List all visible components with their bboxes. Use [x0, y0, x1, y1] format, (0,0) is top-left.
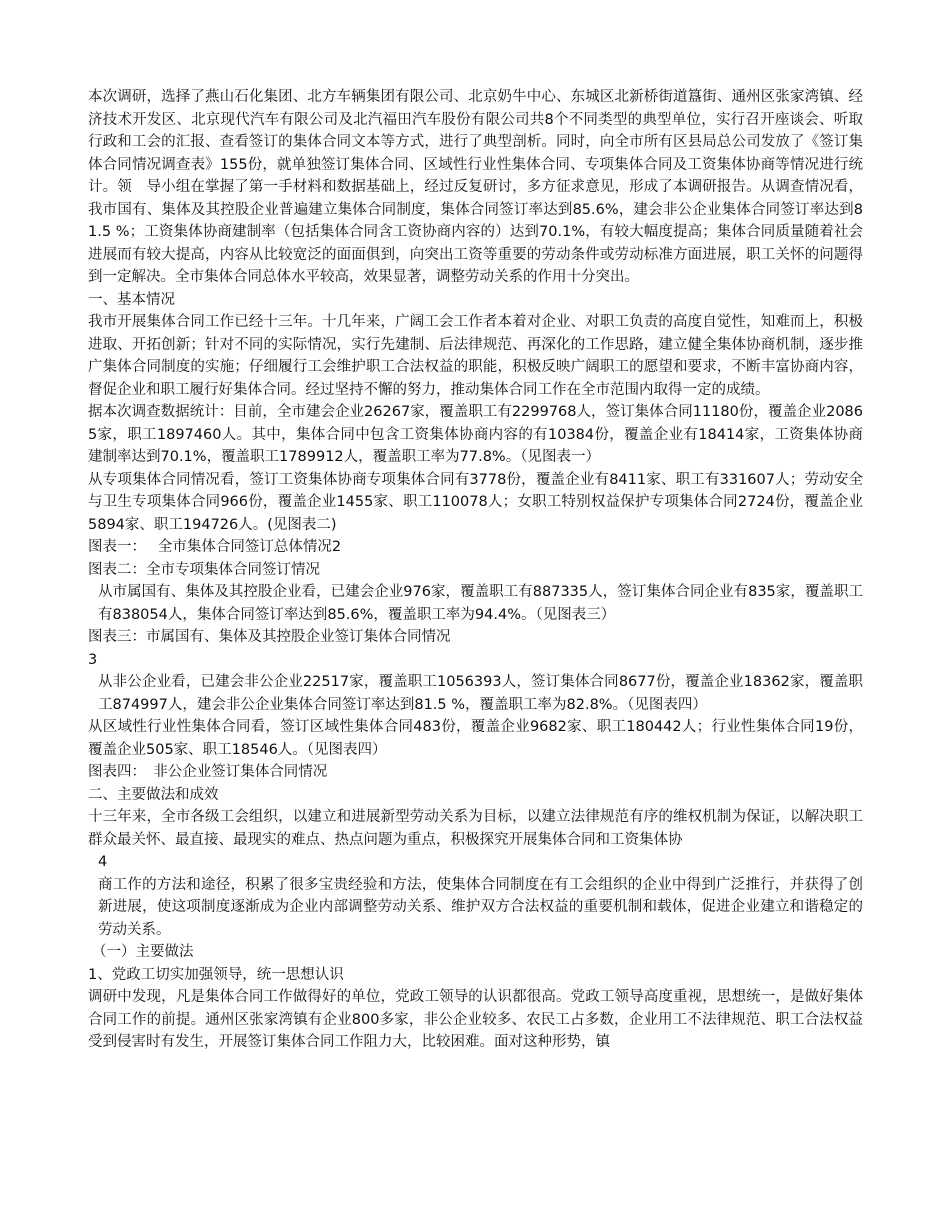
body-paragraph: 调研中发现，凡是集体合同工作做得好的单位，党政工领导的认识都很高。党政工领导高度重视，思想统一，是做好集体合同工作的前提。通州区张家湾镇有企业800多家，非公企业较多、农民工占多数，企业用工不法律规范、职工合法权益受到侵害时有发生，开展签订集体合同工作阻力大，比较困难。面对这种形势，镇	[88, 989, 863, 1050]
section-heading-practices: 二、主要做法和成效	[88, 786, 219, 803]
page-number: 4	[98, 854, 108, 870]
subsection-heading: （一）主要做法	[92, 944, 194, 960]
page-number: 3	[88, 651, 98, 668]
body-paragraph: 从非公企业看，已建会非公企业22517家，覆盖职工1056393人，签订集体合同8677份，覆盖企业18362家，覆盖职工874997人，建会非公企业集体合同签订率达到81.5 %，覆盖职工率为82.8%。（见图表四）	[98, 674, 863, 713]
figure-caption: 图表四： 非公企业签订集体合同情况	[88, 764, 328, 780]
figure-caption: 图表二：全市专项集体合同签订情况	[88, 561, 320, 578]
body-paragraph: 从专项集体合同情况看，签订工资集体协商专项集体合同有3778份，覆盖企业有8411家、职工有331607人；劳动安全与卫生专项集体合同966份，覆盖企业1455家、职工110078人；女职工特别权益保护专项集体合同2724份，覆盖企业5894家、职工194726人。(见图表二)	[88, 471, 863, 533]
figure-caption: 图表一： 全市集体合同签订总体情况2	[88, 539, 342, 555]
body-paragraph: 商工作的方法和途径，积累了很多宝贵经验和方法，使集体合同制度在有工会组织的企业中得到广泛推行，并获得了创新进展，使这项制度逐渐成为企业内部调整劳动关系、维护双方合法权益的重要机制和载体，促进企业建立和谐稳定的劳动关系。	[98, 876, 863, 938]
subsection-heading: 1、党政工切实加强领导，统一思想认识	[88, 966, 344, 983]
document-page	[88, 86, 863, 1054]
body-paragraph: 从区域性行业性集体合同看，签订区域性集体合同483份，覆盖企业9682家、职工180442人；行业性集体合同19份，覆盖企业505家、职工18546人。（见图表四）	[88, 719, 863, 758]
body-paragraph: 据本次调查数据统计：目前，全市建会企业26267家，覆盖职工有2299768人，签订集体合同11180份，覆盖企业20865家，职工1897460人。其中，集体合同中包含工资集体协商内容的有10384份，覆盖企业有18414家，工资集体协商建制率达到70.1%，覆盖职工1789912人，覆盖职工率为77.8%。（见图表一）	[88, 404, 863, 465]
body-paragraph: 十三年来，全市各级工会组织，以建立和进展新型劳动关系为目标，以建立法律规范有序的维权机制为保证，以解决职工群众最关怀、最直接、最现实的难点、热点问题为重点，积极探究开展集体合同和工资集体协	[88, 809, 863, 848]
body-paragraph: 从市属国有、集体及其控股企业看，已建会企业976家，覆盖职工有887335人，签订集体合同企业有835家，覆盖职工有838054人，集体合同签订率达到85.6%，覆盖职工率为94.4%。（见图表三）	[98, 584, 863, 623]
body-paragraph: 我市开展集体合同工作已经十三年。十几年来，广阔工会工作者本着对企业、对职工负责的高度自觉性，知难而上，积极进取、开拓创新；针对不同的实际情况，实行先建制、后法律规范、再深化的工作思路，建立健全集体协商机制，逐步推广集体合同制度的实施；仔细履行工会维护职工合法权益的职能，积极反映广阔职工的愿望和要求，不断丰富协商内容，督促企业和职工履行好集体合同。经过坚持不懈的努力，推动集体合同工作在全市范围内取得一定的成绩。	[88, 314, 863, 398]
figure-caption: 图表三：市属国有、集体及其控股企业签订集体合同情况	[88, 629, 451, 645]
intro-paragraph: 本次调研，选择了燕山石化集团、北方车辆集团有限公司、北京奶牛中心、东城区北新桥街道簋街、通州区张家湾镇、经济技术开发区、北京现代汽车有限公司及北汽福田汽车股份有限公司共8个不同类型的典型单位，实行召开座谈会、听取行政和工会的汇报、查看签订的集体合同文本等方式，进行了典型剖析。同时，向全市所有区县局总公司发放了《签订集体合同情况调查表》155份，就单独签订集体合同、区域性行业性集体合同、专项集体合同及工资集体协商等情况进行统计。领 导小组在掌握了第一手材料和数据基础上，经过反复研讨，多方征求意见，形成了本调研报告。从调查情况看，我市国有、集体及其控股企业普遍建立集体合同制度，集体合同签订率达到85.6%，建会非公企业集体合同签订率达到81.5 %；工资集体协商建制率（包括集体合同含工资协商内容的）达到70.1%，有较大幅度提高；集体合同质量随着社会进展而有较大提高，内容从比较宽泛的面面俱到，向突出工资等重要的劳动条件或劳动标准方面进展，职工关怀的问题得到一定解决。全市集体合同总体水平较高，效果显著，调整劳动关系的作用十分突出。	[88, 89, 863, 285]
section-heading-basic: 一、基本情况	[88, 291, 175, 308]
